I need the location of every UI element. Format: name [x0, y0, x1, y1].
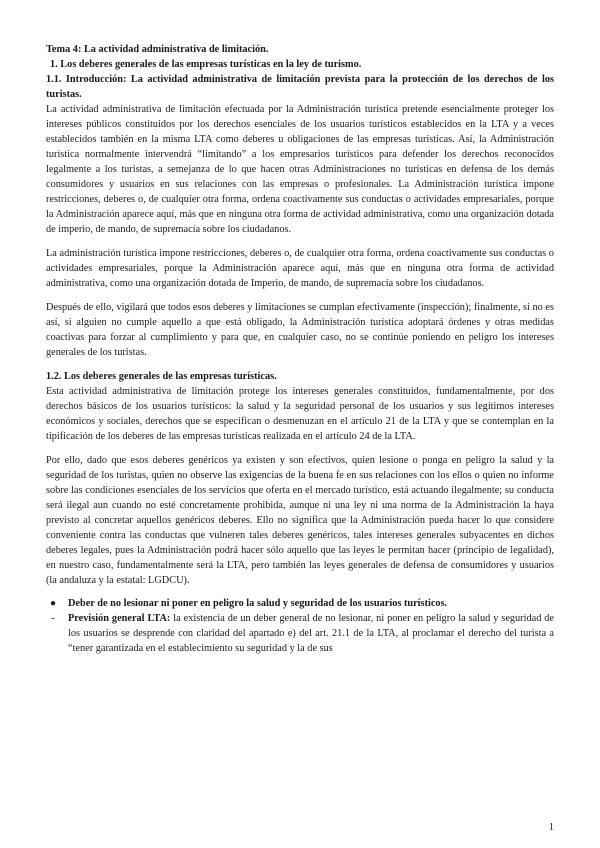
section-heading-1-1: 1.1. Introducción: La actividad administrativa de limitación prevista para la protección de los derechos de los turistas. — [46, 74, 554, 100]
page-number: 1 — [548, 822, 554, 833]
document-page — [46, 42, 554, 656]
section-heading-1: 1. Los deberes generales de las empresas turísticas en la ley de turismo. — [50, 59, 362, 70]
bullet-text: Deber de no lesionar ni poner en peligro la salud y seguridad de los usuarios turísticos. — [68, 598, 448, 609]
dash-icon: - — [51, 613, 55, 624]
paragraph-legality: Por ello, dado que esos deberes genéricos ya existen y son efectivos, quien lesione o ponga en peligro la salud y la seguridad de los turistas, quien no observe las exigencias de la buena fe en sus relaciones con los ellos o quien no informe sobre las condiciones esenciales de los servicios que oferta en el mercado turístico, está actuando ilegalmente; su conducta será ilegal aun cuando no esté concretamente prohibida, aunque ni una ley ni una norma de la Administración la haya previsto al concretar aquellos genéricos deberes. Ello no significa que la Administración pueda hacer lo que considere conveniente contra las conductas que vulneren tales deberes genéricos, tales intereses generales subyacentes en dichos deberes legales, pues la Administración podrá hacer sólo aquello que las leyes le permitan hacer (principio de legalidad), en nuestro caso, fundamentalmente será la LTA, pero también las leyes generales de defensa de consumidores y usuarios (la andaluza y la estatal: LGDCU). — [46, 455, 554, 586]
dash-text: la existencia de un deber general de no lesionar, ni poner en peligro la salud y seguridad de los usuarios se desprende con claridad del apartado e) del art. 21.1 de la LTA, al proclamar el derecho del turista a “tener garantizada en el establecimiento su seguridad y la de sus — [68, 613, 554, 654]
paragraph-intro: La actividad administrativa de limitación efectuada por la Administración turística pretende esencialmente proteger los intereses públicos constituidos por los derechos esenciales de los usuarios turísticos establecidos en la LTA y a veces establecidos también en la misma LTA como deberes u obligaciones de las empresas turísticas. Así, la Administración turística normalmente intervendrá “limitando” a los empresarios turísticos para defender los derechos reconocidos legalmente a los turistas, a semejanza de lo que hacen otras Administraciones no turísticas en defensa de los demás consumidores y usuarios en sus relaciones con las empresas o profesionales. La Administración turística impone restricciones, deberes o, de cualquier otra forma, ordena coactivamente sus conductas o actividades empresariales, porque la Administración aparece aquí, más que en ninguna otra forma de actividad administrativa, como una organización dotada de imperio, de mando, de supremacía sobre los ciudadanos. — [46, 104, 554, 235]
duties-list — [46, 596, 554, 656]
bullet-icon: ● — [49, 598, 57, 609]
section-heading-1-2: 1.2. Los deberes generales de las empresas turísticas. — [46, 371, 277, 382]
document-title: Tema 4: La actividad administrativa de limitación. — [46, 44, 269, 55]
paragraph-restrictions: La administración turística impone restricciones, deberes o, de cualquier otra forma, ordena coactivamente sus conductas o actividades empresariales, porque la Administración aparece aquí, más que en ninguna otra forma de actividad administrativa, como una organización dotada de Imperio, de mando, de supremacía sobre los ciudadanos. — [46, 248, 554, 289]
list-item — [46, 611, 554, 656]
list-item — [46, 596, 554, 611]
paragraph-general-duties: Esta actividad administrativa de limitación protege los intereses generales constituidos, fundamentalmente, por dos derechos básicos de los usuarios turísticos: la salud y la seguridad personal de los usuarios y sus legítimos intereses económicos y sociales, derechos que se especifican o desmenuzan en el artículo 21 de la LTA y que se contemplan en la tipificación de los deberes de las empresas turísticas realizada en el artículo 24 de la LTA. — [46, 386, 554, 442]
paragraph-inspection: Después de ello, vigilará que todos esos deberes y limitaciones se cumplan efectivamente (inspección); finalmente, si no es así, si alguien no cumple aquello a que está obligado, la Administración turística adoptará órdenes y otras medidas coactivas para forzar al cumplimiento y para que, en cualquier caso, no se continúe poniendo en peligro los intereses generales de los turistas. — [46, 302, 554, 358]
dash-label: Previsión general LTA: — [68, 613, 171, 624]
